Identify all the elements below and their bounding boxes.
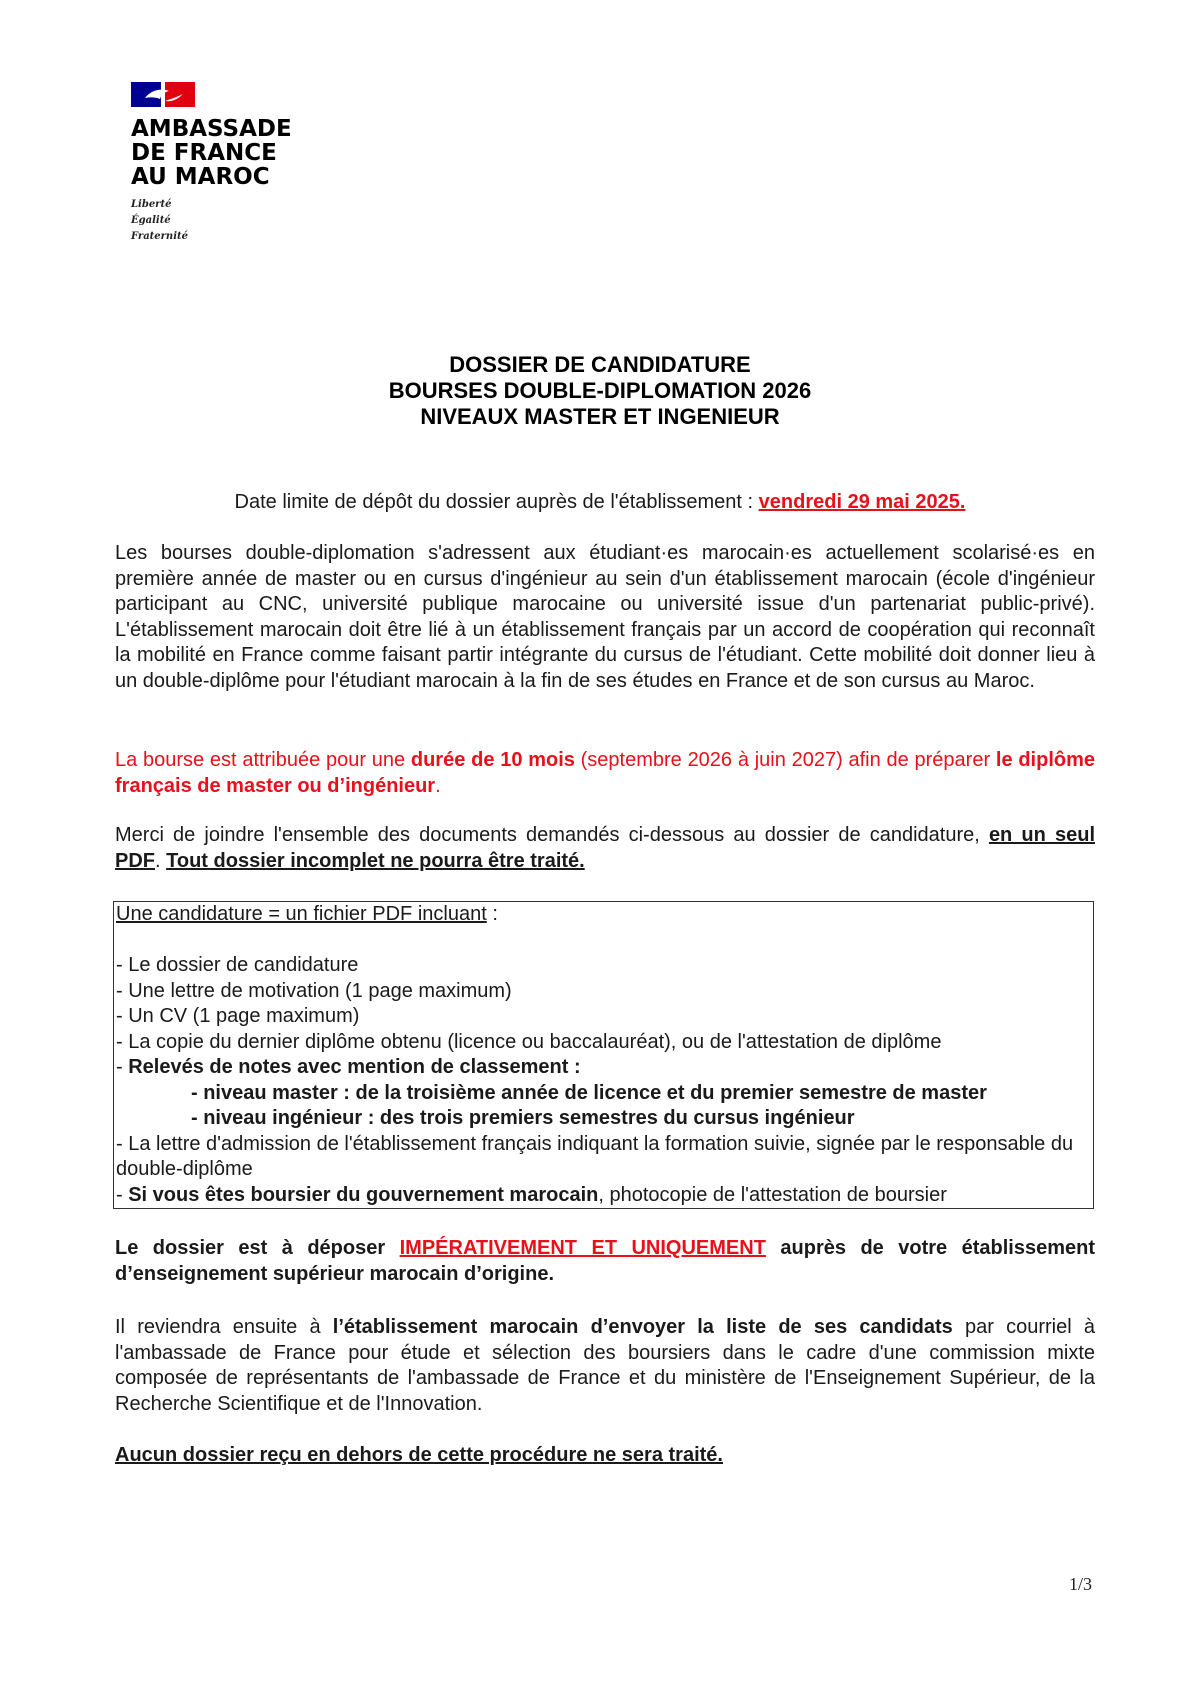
embassy-name-line-3: AU MAROC (131, 164, 270, 190)
merci-paragraph (115, 823, 1095, 874)
merci-sep: . (155, 849, 167, 872)
intro-paragraph: Les bourses double-diplomation s'adressent aux étudiant·es marocain·es actuellement scolarisé·es en première année de master ou en cursus d'ingénieur au sein d'un établissement marocain (école d'ingénieur participant au CNC, université publique marocaine ou université issue d'un partenariat public-privé). L'établissement marocain doit être lié à un établissement français par un accord de coopération qui reconnaît la mobilité en France comme faisant partir intégrante du cursus de l'étudiant. Cette mobilité doit donner lieu à un double-diplôme pour l'étudiant marocain à la fin de ses études en France et de son cursus au Maroc. (115, 542, 1095, 692)
checklist-subitem-master (116, 1081, 1093, 1107)
final-warning-text: Aucun dossier reçu en dehors de cette procédure ne sera traité. (115, 1444, 723, 1466)
checklist-item: - Un CV (1 page maximum) (116, 1005, 360, 1027)
duration-text-1: La bourse est attribuée pour une (115, 749, 411, 771)
checklist-item-boursier (116, 1183, 1093, 1209)
document-title (0, 352, 1200, 430)
procedure-text-1: Il reviendra ensuite à (115, 1316, 333, 1338)
deadline-paragraph (0, 490, 1200, 516)
checklist-item-releves (116, 1055, 1093, 1081)
embassy-name (131, 117, 311, 189)
title-line-2: BOURSES DOUBLE-DIPLOMATION 2026 (388, 378, 812, 403)
master-text: - niveau master : de la troisième année de licence et du premier semestre de master (191, 1081, 987, 1104)
releves-bold: Relevés de notes avec mention de classement : (128, 1056, 581, 1078)
deadline-label: Date limite de dépôt du dossier auprès de l'établissement : (234, 491, 759, 513)
motto-fraternite: Fraternité (131, 231, 188, 242)
embassy-name-line-1: AMBASSADE (131, 116, 292, 142)
incomplete-warning: Tout dossier incomplet ne pourra être traité. (166, 849, 585, 872)
embassy-logo (131, 82, 311, 245)
boursier-bold: Si vous êtes boursier du gouvernement marocain (128, 1183, 599, 1206)
republic-motto (131, 197, 311, 245)
deadline-date: vendredi 29 mai 2025. (758, 491, 966, 513)
motto-liberte: Liberté (131, 199, 172, 210)
procedure-paragraph (115, 1315, 1095, 1417)
depot-red-emphasis: IMPÉRATIVEMENT ET UNIQUEMENT (399, 1237, 766, 1259)
marianne-flag-icon (131, 82, 195, 107)
duration-end: . (435, 774, 441, 797)
single-pdf-bold: en un seul PDF (115, 824, 1096, 872)
merci-text: Merci de joindre l'ensemble des documents demandés ci-dessous au dossier de candidature, (115, 824, 989, 846)
title-line-1: DOSSIER DE CANDIDATURE (449, 352, 751, 377)
checklist-heading (116, 902, 1093, 928)
depot-text-1: Le dossier est à déposer (115, 1237, 400, 1259)
procedure-text-2: par courriel à l'ambassade de France pour étude et sélection des boursiers dans le cadre d'une commission mixte composée de représentants de l'ambassade de France et du ministère de l'Enseignement Supérieur, de la Recherche Scientifique et de l'Innovation. (115, 1316, 1095, 1415)
procedure-bold: l’établissement marocain d’envoyer la liste de ses candidats (332, 1316, 953, 1338)
embassy-name-line-2: DE FRANCE (131, 140, 277, 166)
ingenieur-text: - niveau ingénieur : des trois premiers semestres du cursus ingénieur (191, 1107, 855, 1129)
checklist-subitem-ingenieur (116, 1106, 1093, 1132)
checklist-heading-text: Une candidature = un fichier PDF incluant (116, 903, 487, 925)
page-number: 1/3 (1068, 1574, 1092, 1594)
boursier-dash: - (116, 1183, 129, 1206)
diploma-bold: le diplôme français de master ou d’ingénieur (115, 749, 1096, 797)
depot-paragraph (115, 1236, 1095, 1287)
blank-line (116, 928, 1093, 954)
motto-egalite: Égalité (131, 215, 171, 226)
checklist-heading-colon: : (486, 903, 498, 925)
checklist-item: - Une lettre de motivation (1 page maximum) (116, 979, 512, 1002)
duration-paragraph (115, 748, 1095, 799)
releves-dash: - (116, 1056, 129, 1078)
duration-text-2: (septembre 2026 à juin 2027) afin de préparer (574, 749, 996, 771)
checklist-item-admission: - La lettre d'admission de l'établissement français indiquant la formation suivie, signée par le responsable du double-diplôme (116, 1132, 1074, 1180)
depot-text-2: auprès de votre établissement d’enseignement supérieur marocain d’origine. (115, 1237, 1095, 1285)
final-warning (115, 1443, 1095, 1469)
documents-checklist-box (113, 901, 1094, 1209)
title-line-3: NIVEAUX MASTER ET INGENIEUR (420, 404, 780, 429)
checklist-item: - La copie du dernier diplôme obtenu (licence ou baccalauréat), ou de l'attestation de diplôme (116, 1030, 942, 1053)
boursier-rest: , photocopie de l'attestation de boursier (598, 1183, 947, 1206)
duration-bold: durée de 10 mois (410, 749, 575, 771)
checklist-item: - Le dossier de candidature (116, 954, 359, 976)
